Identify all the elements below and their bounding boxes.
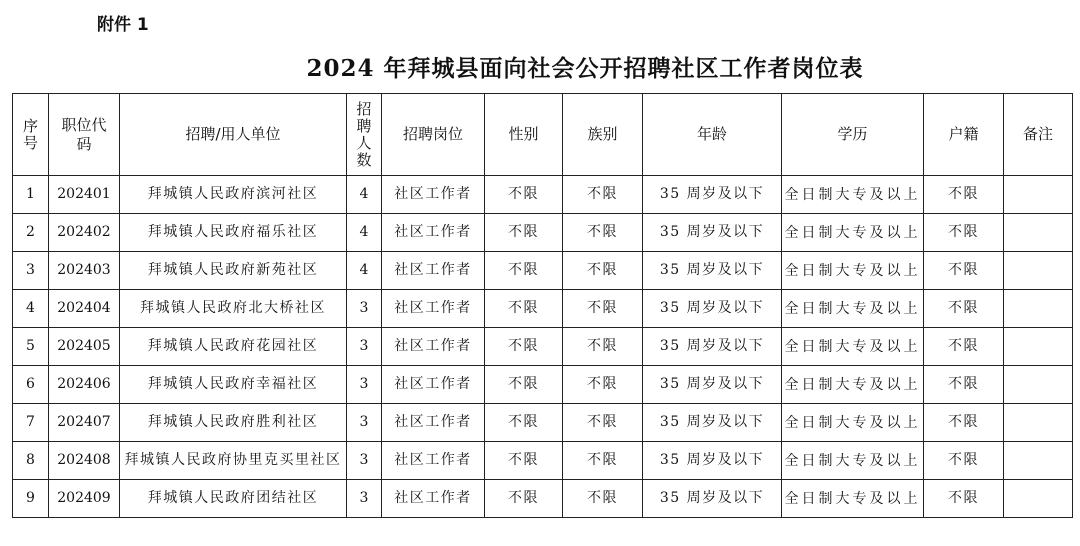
cell-remark bbox=[1004, 214, 1073, 252]
header-remark: 备注 bbox=[1004, 94, 1073, 176]
cell-ethnicity: 不限 bbox=[563, 214, 643, 252]
cell-household: 不限 bbox=[924, 404, 1004, 442]
cell-code: 202404 bbox=[49, 290, 120, 328]
cell-ethnicity: 不限 bbox=[563, 404, 643, 442]
cell-age: 35 周岁及以下 bbox=[643, 252, 782, 290]
cell-seq: 7 bbox=[13, 404, 49, 442]
cell-unit: 拜城镇人民政府胜利社区 bbox=[120, 404, 347, 442]
cell-ethnicity: 不限 bbox=[563, 290, 643, 328]
cell-remark bbox=[1004, 290, 1073, 328]
cell-unit: 拜城镇人民政府花园社区 bbox=[120, 328, 347, 366]
cell-count: 4 bbox=[347, 252, 382, 290]
cell-education: 全日制大专及以上 bbox=[782, 176, 924, 214]
table-row bbox=[13, 252, 1073, 290]
cell-gender: 不限 bbox=[485, 442, 563, 480]
cell-seq: 3 bbox=[13, 252, 49, 290]
cell-education: 全日制大专及以上 bbox=[782, 252, 924, 290]
cell-ethnicity: 不限 bbox=[563, 328, 643, 366]
cell-age: 35 周岁及以下 bbox=[643, 176, 782, 214]
cell-code: 202408 bbox=[49, 442, 120, 480]
table-row bbox=[13, 290, 1073, 328]
cell-count: 3 bbox=[347, 442, 382, 480]
cell-household: 不限 bbox=[924, 328, 1004, 366]
cell-unit: 拜城镇人民政府福乐社区 bbox=[120, 214, 347, 252]
cell-code: 202407 bbox=[49, 404, 120, 442]
cell-household: 不限 bbox=[924, 252, 1004, 290]
cell-ethnicity: 不限 bbox=[563, 176, 643, 214]
cell-seq: 1 bbox=[13, 176, 49, 214]
cell-count: 3 bbox=[347, 366, 382, 404]
table-body bbox=[13, 176, 1073, 518]
cell-code: 202401 bbox=[49, 176, 120, 214]
cell-education: 全日制大专及以上 bbox=[782, 290, 924, 328]
cell-count: 3 bbox=[347, 328, 382, 366]
cell-gender: 不限 bbox=[485, 176, 563, 214]
cell-count: 4 bbox=[347, 214, 382, 252]
cell-remark bbox=[1004, 404, 1073, 442]
cell-unit: 拜城镇人民政府幸福社区 bbox=[120, 366, 347, 404]
cell-post: 社区工作者 bbox=[382, 214, 485, 252]
table-row bbox=[13, 442, 1073, 480]
cell-remark bbox=[1004, 176, 1073, 214]
cell-remark bbox=[1004, 252, 1073, 290]
cell-count: 3 bbox=[347, 404, 382, 442]
header-education: 学历 bbox=[782, 94, 924, 176]
cell-unit: 拜城镇人民政府团结社区 bbox=[120, 480, 347, 518]
attachment-label: 附件 1 bbox=[97, 15, 149, 35]
page-title: 2024 年拜城县面向社会公开招聘社区工作者岗位表 bbox=[306, 55, 864, 82]
cell-age: 35 周岁及以下 bbox=[643, 480, 782, 518]
header-count: 招聘人数 bbox=[347, 94, 382, 176]
cell-gender: 不限 bbox=[485, 214, 563, 252]
cell-remark bbox=[1004, 328, 1073, 366]
cell-unit: 拜城镇人民政府新苑社区 bbox=[120, 252, 347, 290]
cell-post: 社区工作者 bbox=[382, 176, 485, 214]
header-household: 户籍 bbox=[924, 94, 1004, 176]
header-seq: 序号 bbox=[13, 94, 49, 176]
cell-gender: 不限 bbox=[485, 366, 563, 404]
cell-seq: 2 bbox=[13, 214, 49, 252]
cell-household: 不限 bbox=[924, 442, 1004, 480]
cell-post: 社区工作者 bbox=[382, 252, 485, 290]
cell-post: 社区工作者 bbox=[382, 480, 485, 518]
cell-household: 不限 bbox=[924, 176, 1004, 214]
header-gender: 性别 bbox=[485, 94, 563, 176]
header-code: 职位代码 bbox=[49, 94, 120, 176]
cell-post: 社区工作者 bbox=[382, 366, 485, 404]
cell-education: 全日制大专及以上 bbox=[782, 480, 924, 518]
cell-code: 202403 bbox=[49, 252, 120, 290]
cell-ethnicity: 不限 bbox=[563, 366, 643, 404]
positions-table bbox=[12, 93, 1073, 518]
cell-seq: 4 bbox=[13, 290, 49, 328]
cell-age: 35 周岁及以下 bbox=[643, 442, 782, 480]
cell-remark bbox=[1004, 480, 1073, 518]
cell-unit: 拜城镇人民政府滨河社区 bbox=[120, 176, 347, 214]
cell-post: 社区工作者 bbox=[382, 328, 485, 366]
cell-household: 不限 bbox=[924, 480, 1004, 518]
cell-count: 3 bbox=[347, 290, 382, 328]
cell-household: 不限 bbox=[924, 214, 1004, 252]
cell-ethnicity: 不限 bbox=[563, 442, 643, 480]
cell-post: 社区工作者 bbox=[382, 290, 485, 328]
cell-count: 3 bbox=[347, 480, 382, 518]
cell-code: 202402 bbox=[49, 214, 120, 252]
header-row bbox=[13, 94, 1073, 176]
table-row bbox=[13, 214, 1073, 252]
table-row bbox=[13, 176, 1073, 214]
cell-gender: 不限 bbox=[485, 290, 563, 328]
cell-education: 全日制大专及以上 bbox=[782, 366, 924, 404]
cell-gender: 不限 bbox=[485, 252, 563, 290]
header-ethnicity: 族别 bbox=[563, 94, 643, 176]
cell-seq: 6 bbox=[13, 366, 49, 404]
table-row bbox=[13, 328, 1073, 366]
cell-education: 全日制大专及以上 bbox=[782, 328, 924, 366]
cell-age: 35 周岁及以下 bbox=[643, 328, 782, 366]
table-row bbox=[13, 404, 1073, 442]
cell-age: 35 周岁及以下 bbox=[643, 214, 782, 252]
header-post: 招聘岗位 bbox=[382, 94, 485, 176]
cell-household: 不限 bbox=[924, 290, 1004, 328]
cell-ethnicity: 不限 bbox=[563, 252, 643, 290]
cell-post: 社区工作者 bbox=[382, 404, 485, 442]
header-unit: 招聘/用人单位 bbox=[120, 94, 347, 176]
cell-post: 社区工作者 bbox=[382, 442, 485, 480]
cell-ethnicity: 不限 bbox=[563, 480, 643, 518]
cell-remark bbox=[1004, 442, 1073, 480]
cell-education: 全日制大专及以上 bbox=[782, 404, 924, 442]
cell-code: 202406 bbox=[49, 366, 120, 404]
cell-gender: 不限 bbox=[485, 328, 563, 366]
cell-education: 全日制大专及以上 bbox=[782, 442, 924, 480]
cell-seq: 8 bbox=[13, 442, 49, 480]
cell-code: 202409 bbox=[49, 480, 120, 518]
cell-count: 4 bbox=[347, 176, 382, 214]
cell-household: 不限 bbox=[924, 366, 1004, 404]
cell-seq: 5 bbox=[13, 328, 49, 366]
cell-unit: 拜城镇人民政府北大桥社区 bbox=[120, 290, 347, 328]
table-row bbox=[13, 480, 1073, 518]
cell-code: 202405 bbox=[49, 328, 120, 366]
cell-age: 35 周岁及以下 bbox=[643, 366, 782, 404]
cell-seq: 9 bbox=[13, 480, 49, 518]
cell-gender: 不限 bbox=[485, 404, 563, 442]
cell-education: 全日制大专及以上 bbox=[782, 214, 924, 252]
header-age: 年龄 bbox=[643, 94, 782, 176]
cell-remark bbox=[1004, 366, 1073, 404]
cell-age: 35 周岁及以下 bbox=[643, 290, 782, 328]
cell-gender: 不限 bbox=[485, 480, 563, 518]
cell-age: 35 周岁及以下 bbox=[643, 404, 782, 442]
cell-unit: 拜城镇人民政府协里克买里社区 bbox=[120, 442, 347, 480]
table-row bbox=[13, 366, 1073, 404]
